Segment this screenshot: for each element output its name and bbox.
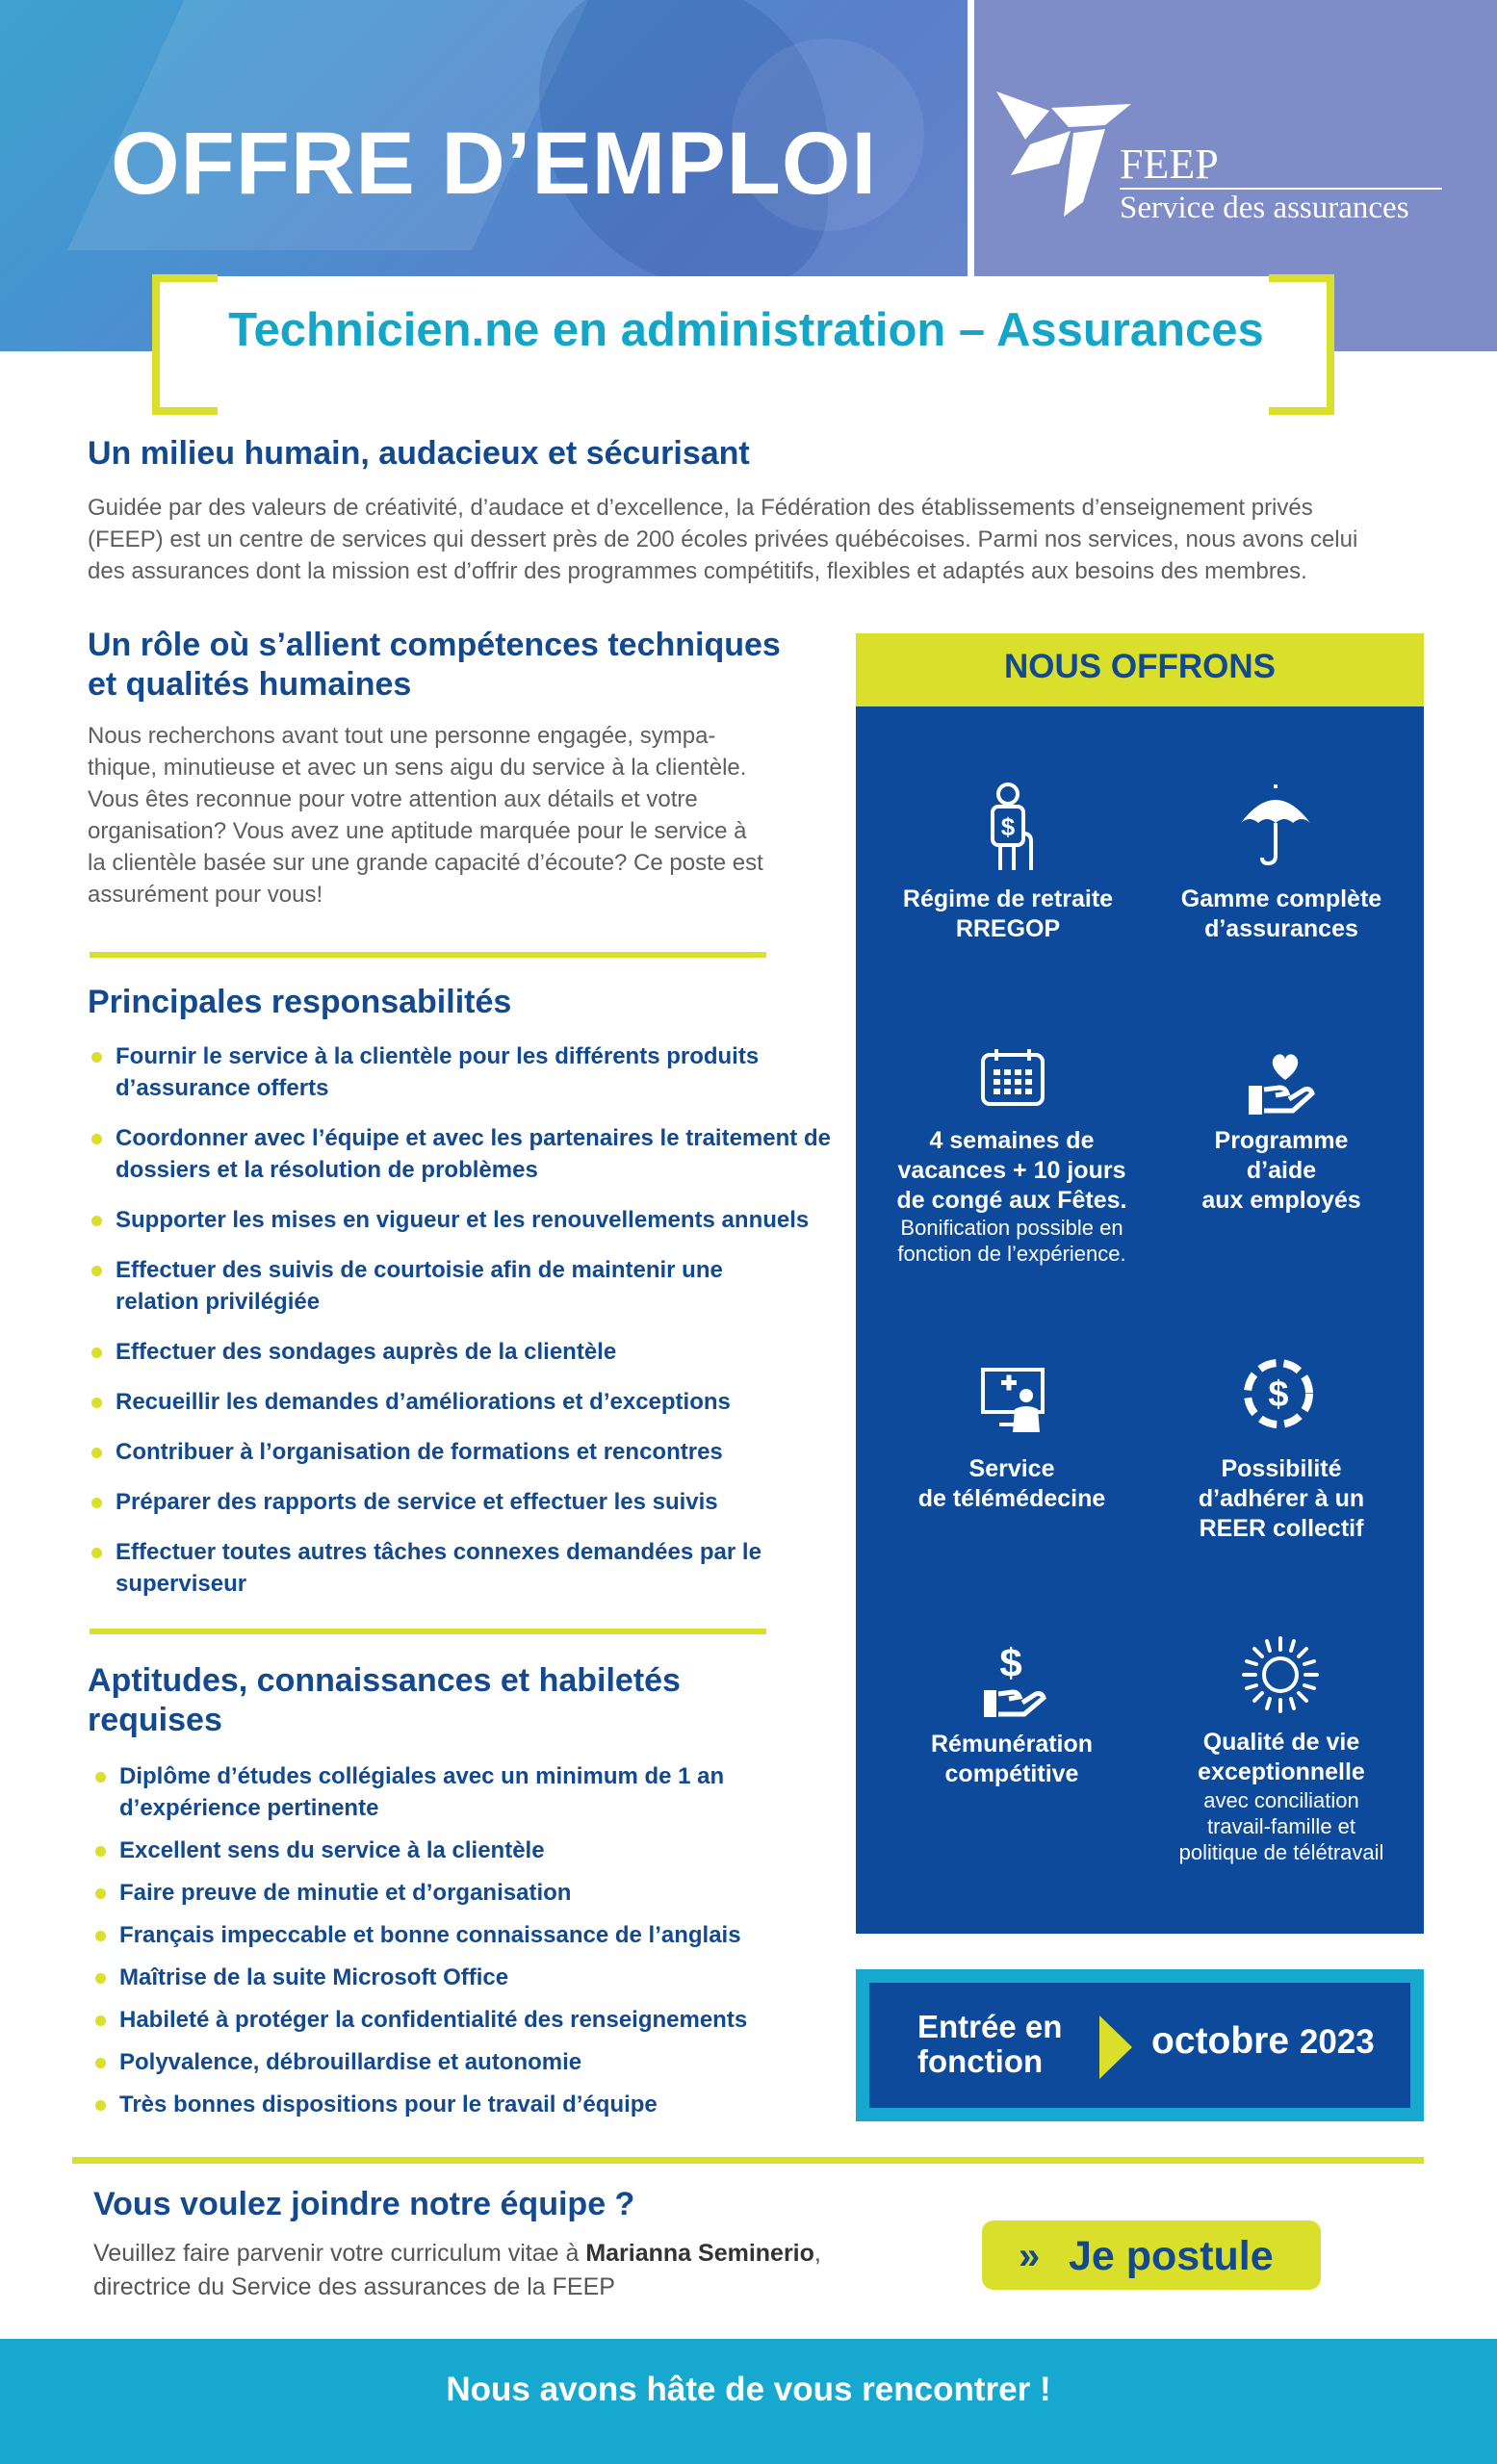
list-item: Préparer des rapports de service et effectuer les suivis <box>90 1486 831 1518</box>
role-line: Vous êtes reconnue pour votre attention aux détails et votre <box>88 786 698 812</box>
role-line: Nous recherchons avant tout une personne engagée, sympa- <box>88 723 716 749</box>
offer-text-line: de télémédecine <box>917 1485 1106 1512</box>
offer-text-line: d’aide <box>1246 1157 1317 1184</box>
role-text <box>88 720 848 911</box>
dollar-circle-icon <box>1242 1357 1315 1430</box>
offer-note-line: Bonification possible en <box>900 1216 1123 1240</box>
offer-text-line: exceptionnelle <box>1198 1758 1365 1785</box>
intro-text <box>88 492 1435 587</box>
offer-telemedicine-text <box>877 1454 1147 1514</box>
role-line: thique, minutieuse et avec un sens aigu du service à la clientèle. <box>88 755 747 781</box>
job-title: Technicien.ne en administration – Assurances <box>228 304 1264 356</box>
offer-quality-text <box>1147 1728 1416 1787</box>
arrow-right-icon <box>1099 2015 1132 2079</box>
offer-note-line: avec conciliation <box>1203 1788 1359 1812</box>
list-item: Habileté à protéger la confidentialité des renseignements <box>93 2004 825 2036</box>
offer-text-line: Rémunération <box>930 1731 1094 1758</box>
list-item: Très bonnes dispositions pour le travail d’équipe <box>93 2089 825 2120</box>
offer-text-line: 4 semaines de <box>929 1127 1095 1154</box>
start-month: octobre <box>1151 2020 1290 2062</box>
section-divider <box>90 1629 766 1634</box>
logo-subtitle: Service des assurances <box>1120 191 1409 225</box>
offer-text-line: d’adhérer à un <box>1198 1485 1365 1512</box>
role-heading-line: Un rôle où s’allient compétences techniques <box>88 627 781 663</box>
list-item: Coordonner avec l’équipe et avec les partenaires le traitement de dossiers et la résolution de problèmes <box>90 1122 831 1186</box>
offer-assistance-text <box>1147 1126 1416 1216</box>
skills-heading <box>88 1661 848 1740</box>
page-title: OFFRE D’EMPLOI <box>111 115 877 213</box>
list-item: Faire preuve de minutie et d’organisation <box>93 1877 825 1909</box>
offer-note-line: travail-famille et <box>1206 1814 1356 1838</box>
apply-button-label[interactable]: Je postule <box>1069 2233 1274 2279</box>
telemedicine-icon <box>980 1367 1049 1434</box>
list-item: Effectuer des suivis de courtoisie afin de maintenir une relation privilégiée <box>90 1254 831 1318</box>
skills-heading-line: requises <box>88 1702 222 1738</box>
offer-retirement-text <box>873 885 1143 944</box>
offer-insurance-text <box>1147 885 1416 944</box>
role-heading-line: et qualités humaines <box>88 666 412 703</box>
section-divider <box>90 952 766 958</box>
double-chevron-right-icon[interactable]: » <box>1019 2235 1041 2277</box>
footer-text: Nous avons hâte de vous rencontrer ! <box>446 2371 1051 2408</box>
logo-name: FEEP <box>1120 141 1219 188</box>
skills-heading-line: Aptitudes, connaissances et habiletés <box>88 1662 681 1699</box>
list-item: Excellent sens du service à la clientèle <box>93 1835 825 1866</box>
section-divider <box>72 2157 1424 2164</box>
offer-text-line: Qualité de vie <box>1202 1729 1360 1756</box>
umbrella-icon <box>1237 784 1314 866</box>
list-item: Français impeccable et bonne connaissance de l’anglais <box>93 1919 825 1951</box>
offer-salary-text <box>877 1730 1147 1789</box>
offer-text-line: Possibilité <box>1221 1455 1342 1482</box>
sun-icon <box>1242 1636 1319 1713</box>
offer-text-line: Programme <box>1214 1127 1349 1154</box>
list-item: Effectuer des sondages auprès de la clientèle <box>90 1336 831 1368</box>
offer-rrsp-text <box>1147 1454 1416 1544</box>
join-text-before: Veuillez faire parvenir votre curriculum vitae à <box>93 2240 586 2267</box>
offer-note-line: politique de télétravail <box>1178 1840 1384 1864</box>
list-item: Diplôme d’études collégiales avec un minimum de 1 an d’expérience pertinente <box>93 1760 825 1824</box>
role-line: organisation? Vous avez une aptitude marquée pour le service à <box>88 818 747 844</box>
intro-line: Guidée par des valeurs de créativité, d’audace et d’excellence, la Fédération des établissements d’enseignement privés <box>88 495 1313 521</box>
role-line: assurément pour vous! <box>88 882 323 908</box>
retirement-icon <box>977 782 1045 873</box>
list-item: Recueillir les demandes d’améliorations et d’exceptions <box>90 1386 831 1418</box>
list-item: Fournir le service à la clientèle pour les différents produits d’assurance offerts <box>90 1040 831 1104</box>
offer-note-line: fonction de l’expérience. <box>897 1242 1126 1266</box>
offer-text-line: Service <box>968 1455 1055 1482</box>
offer-text-line: vacances + 10 jours <box>897 1157 1126 1184</box>
feep-logo-icon <box>992 87 1136 221</box>
offer-vacation-note <box>877 1215 1147 1267</box>
contact-name: Marianna Seminerio <box>585 2240 814 2267</box>
start-year: 2023 <box>1299 2023 1375 2061</box>
list-item: Effectuer toutes autres tâches connexes demandées par le superviseur <box>90 1536 831 1600</box>
logo-divider <box>1120 188 1442 190</box>
role-line: la clientèle basée sur une grande capacité d’écoute? Ce poste est <box>88 850 763 876</box>
offer-text-line: Gamme complète <box>1180 886 1382 912</box>
svg-text:$: $ <box>999 1642 1022 1685</box>
calendar-icon <box>980 1047 1045 1107</box>
offer-text-line: aux employés <box>1201 1187 1361 1214</box>
responsibilities-list <box>90 1040 831 1600</box>
join-heading: Vous voulez joindre notre équipe ? <box>93 2186 635 2222</box>
join-text-after: , <box>813 2240 821 2267</box>
intro-line: des assurances dont la mission est d’offrir des programmes compétitifs, flexibles et adaptés aux besoins des membres. <box>88 558 1307 584</box>
money-hand-icon <box>982 1642 1047 1719</box>
offers-title: NOUS OFFRONS <box>1004 648 1276 685</box>
offer-text-line: compétitive <box>944 1760 1079 1787</box>
svg-text:$: $ <box>1000 812 1016 841</box>
list-item: Supporter les mises en vigueur et les renouvellements annuels <box>90 1204 831 1236</box>
list-item: Maîtrise de la suite Microsoft Office <box>93 1962 825 1993</box>
intro-line: (FEEP) est un centre de services qui dessert près de 200 écoles privées québécoises. Parmi nos services, nous avons celui <box>88 526 1358 552</box>
responsibilities-heading: Principales responsabilités <box>88 984 512 1020</box>
intro-heading: Un milieu humain, audacieux et sécurisant <box>88 435 750 472</box>
offer-text-line: Régime de retraite <box>902 886 1114 912</box>
heart-hand-icon <box>1247 1047 1316 1116</box>
svg-text:$: $ <box>1268 1374 1289 1415</box>
offer-vacation-text <box>877 1126 1147 1216</box>
join-line <box>93 2237 941 2271</box>
start-date-label: Entrée en fonction <box>917 2009 1063 2079</box>
offer-quality-note <box>1147 1787 1416 1865</box>
role-heading <box>88 626 848 705</box>
offer-text-line: RREGOP <box>955 915 1061 942</box>
list-item: Polyvalence, débrouillardise et autonomie <box>93 2046 825 2078</box>
join-line: directrice du Service des assurances de la FEEP <box>93 2273 615 2300</box>
skills-list <box>93 1760 825 2120</box>
offer-text-line: REER collectif <box>1199 1515 1364 1542</box>
list-item: Contribuer à l’organisation de formations et rencontres <box>90 1436 831 1468</box>
offer-text-line: d’assurances <box>1204 915 1358 942</box>
join-text <box>93 2237 941 2304</box>
start-date-value <box>1151 2020 1375 2063</box>
offer-text-line: de congé aux Fêtes. <box>896 1187 1127 1214</box>
